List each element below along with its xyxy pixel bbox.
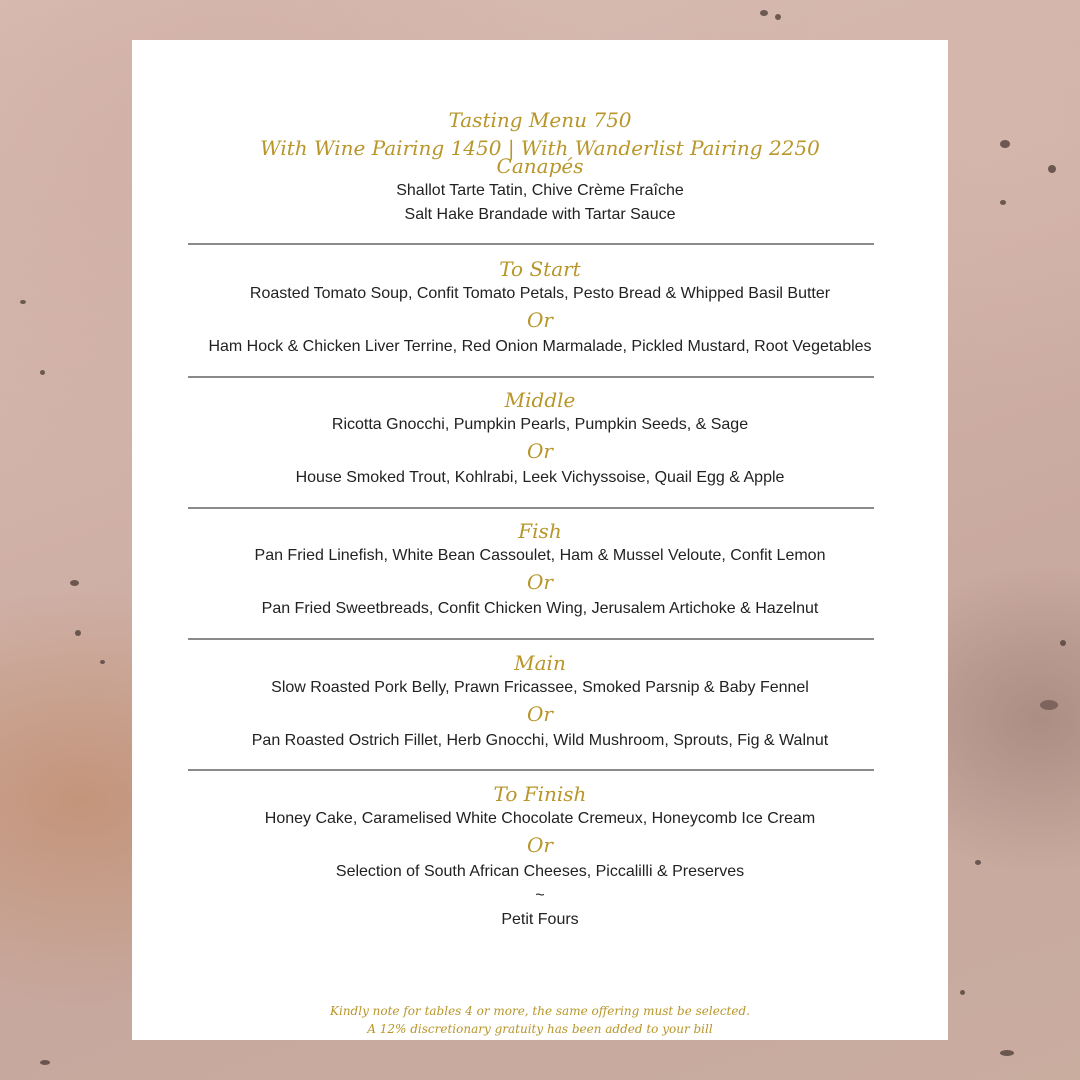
- menu-item: Selection of South African Cheeses, Piccalilli & Preserves: [335, 863, 745, 880]
- or-separator: Or: [527, 308, 553, 332]
- menu-item: Ricotta Gnocchi, Pumpkin Pearls, Pumpkin Seeds, & Sage: [331, 416, 749, 433]
- divider: [188, 243, 874, 245]
- section-middle: [132, 387, 948, 490]
- section-title: Middle: [504, 388, 576, 412]
- menu-item: Petit Fours: [501, 911, 579, 928]
- divider: [188, 376, 874, 378]
- or-separator: Or: [527, 702, 553, 726]
- section-fish: [132, 518, 948, 621]
- section-title: Canapés: [496, 154, 584, 178]
- menu-item: Salt Hake Brandade with Tartar Sauce: [404, 206, 676, 223]
- or-separator: Or: [527, 439, 553, 463]
- menu-item: Roasted Tomato Soup, Confit Tomato Petals, Pesto Bread & Whipped Basil Butter: [249, 285, 831, 302]
- divider: [188, 507, 874, 509]
- menu-item: Pan Fried Sweetbreads, Confit Chicken Wing, Jerusalem Artichoke & Hazelnut: [261, 600, 819, 617]
- divider: [188, 638, 874, 640]
- menu-item: Slow Roasted Pork Belly, Prawn Fricassee, Smoked Parsnip & Baby Fennel: [271, 679, 809, 696]
- menu-item: Ham Hock & Chicken Liver Terrine, Red Onion Marmalade, Pickled Mustard, Root Vegetables: [208, 338, 872, 355]
- section-to-start: [132, 256, 948, 359]
- menu-item: Honey Cake, Caramelised White Chocolate Cremeux, Honeycomb Ice Cream: [264, 810, 816, 827]
- menu-card: [132, 40, 948, 1040]
- gratuity-note: A 12% discretionary gratuity has been added to your bill: [367, 1022, 713, 1036]
- menu-item: Pan Fried Linefish, White Bean Cassoulet, Ham & Mussel Veloute, Confit Lemon: [254, 547, 826, 564]
- section-title: Fish: [518, 519, 562, 543]
- menu-item: Pan Roasted Ostrich Fillet, Herb Gnocchi, Wild Mushroom, Sprouts, Fig & Walnut: [251, 732, 829, 749]
- section-title: To Start: [499, 257, 581, 281]
- menu-footer: [132, 1002, 948, 1038]
- price-line: Tasting Menu 750: [448, 108, 632, 132]
- divider: [188, 769, 874, 771]
- section-to-finish: [132, 781, 948, 932]
- section-title: To Finish: [493, 782, 587, 806]
- menu-item: Shallot Tarte Tatin, Chive Crème Fraîche: [396, 182, 684, 199]
- pairing-line: With Wine Pairing 1450 | With Wanderlist Pairing 2250: [260, 136, 820, 160]
- section-title: Main: [514, 651, 566, 675]
- tilde-separator: ~: [535, 887, 545, 904]
- or-separator: Or: [527, 833, 553, 857]
- footer-note: Kindly note for tables 4 or more, the same offering must be selected.: [330, 1004, 750, 1018]
- menu-item: House Smoked Trout, Kohlrabi, Leek Vichyssoise, Quail Egg & Apple: [295, 469, 785, 486]
- section-canapes: [132, 153, 948, 227]
- section-main: [132, 650, 948, 753]
- or-separator: Or: [527, 570, 553, 594]
